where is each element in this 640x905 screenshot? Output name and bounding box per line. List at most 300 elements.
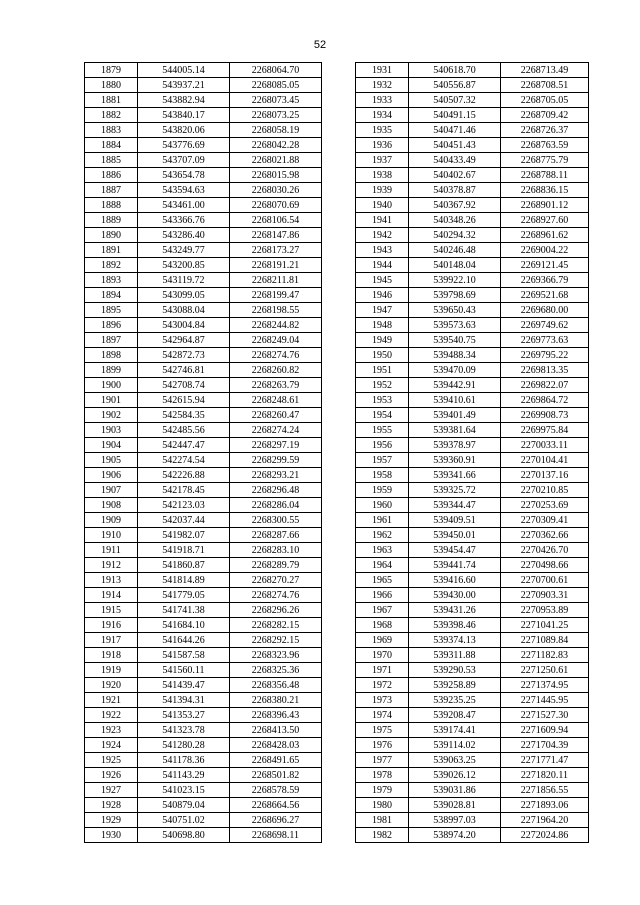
x-coordinate-cell: 541178.36: [138, 753, 230, 768]
point-id-cell: 1973: [356, 693, 409, 708]
table-row: [85, 468, 322, 483]
y-coordinate-cell: 2270210.85: [501, 483, 589, 498]
table-row: [85, 483, 322, 498]
point-id-cell: 1968: [356, 618, 409, 633]
table-row: [356, 573, 589, 588]
y-coordinate-cell: 2269795.22: [501, 348, 589, 363]
x-coordinate-cell: 543286.40: [138, 228, 230, 243]
table-row: [356, 663, 589, 678]
y-coordinate-cell: 2269822.07: [501, 378, 589, 393]
point-id-cell: 1880: [85, 78, 138, 93]
table-row: [85, 198, 322, 213]
y-coordinate-cell: 2271250.61: [501, 663, 589, 678]
x-coordinate-cell: 539454.47: [409, 543, 501, 558]
x-coordinate-cell: 540148.04: [409, 258, 501, 273]
x-coordinate-cell: 543776.69: [138, 138, 230, 153]
point-id-cell: 1947: [356, 303, 409, 318]
table-row: [85, 78, 322, 93]
x-coordinate-cell: 538974.20: [409, 828, 501, 843]
point-id-cell: 1963: [356, 543, 409, 558]
table-row: [85, 783, 322, 798]
table-row: [85, 798, 322, 813]
table-row: [85, 213, 322, 228]
x-coordinate-cell: 539258.89: [409, 678, 501, 693]
x-coordinate-cell: 541143.29: [138, 768, 230, 783]
point-id-cell: 1928: [85, 798, 138, 813]
y-coordinate-cell: 2268292.15: [230, 633, 322, 648]
point-id-cell: 1884: [85, 138, 138, 153]
y-coordinate-cell: 2268274.24: [230, 423, 322, 438]
page-number: 52: [313, 39, 327, 51]
y-coordinate-cell: 2268713.49: [501, 63, 589, 78]
y-coordinate-cell: 2270362.66: [501, 528, 589, 543]
y-coordinate-cell: 2268297.19: [230, 438, 322, 453]
y-coordinate-cell: 2270033.11: [501, 438, 589, 453]
y-coordinate-cell: 2269975.84: [501, 423, 589, 438]
x-coordinate-cell: 540879.04: [138, 798, 230, 813]
table-row: [356, 483, 589, 498]
x-coordinate-cell: 541394.31: [138, 693, 230, 708]
point-id-cell: 1966: [356, 588, 409, 603]
y-coordinate-cell: 2271089.84: [501, 633, 589, 648]
y-coordinate-cell: 2268287.66: [230, 528, 322, 543]
x-coordinate-cell: 540751.02: [138, 813, 230, 828]
x-coordinate-cell: 539208.47: [409, 708, 501, 723]
table-row: [356, 348, 589, 363]
point-id-cell: 1980: [356, 798, 409, 813]
x-coordinate-cell: 539031.86: [409, 783, 501, 798]
table-row: [356, 528, 589, 543]
y-coordinate-cell: 2268705.05: [501, 93, 589, 108]
table-row: [85, 303, 322, 318]
x-coordinate-cell: 539442.91: [409, 378, 501, 393]
table-row: [85, 108, 322, 123]
x-coordinate-cell: 543004.84: [138, 318, 230, 333]
table-row: [356, 123, 589, 138]
x-coordinate-cell: 539573.63: [409, 318, 501, 333]
table-row: [356, 513, 589, 528]
y-coordinate-cell: 2269121.45: [501, 258, 589, 273]
table-row: [85, 618, 322, 633]
point-id-cell: 1969: [356, 633, 409, 648]
x-coordinate-cell: 542964.87: [138, 333, 230, 348]
x-coordinate-cell: 540507.32: [409, 93, 501, 108]
x-coordinate-cell: 542123.03: [138, 498, 230, 513]
point-id-cell: 1943: [356, 243, 409, 258]
y-coordinate-cell: 2268709.42: [501, 108, 589, 123]
table-row: [356, 813, 589, 828]
point-id-cell: 1982: [356, 828, 409, 843]
x-coordinate-cell: 541779.05: [138, 588, 230, 603]
y-coordinate-cell: 2268248.61: [230, 393, 322, 408]
x-coordinate-cell: 541918.71: [138, 543, 230, 558]
table-row: [85, 738, 322, 753]
x-coordinate-cell: 540402.67: [409, 168, 501, 183]
point-id-cell: 1946: [356, 288, 409, 303]
table-row: [356, 78, 589, 93]
y-coordinate-cell: 2268325.36: [230, 663, 322, 678]
y-coordinate-cell: 2271041.25: [501, 618, 589, 633]
y-coordinate-cell: 2268698.11: [230, 828, 322, 843]
table-row: [85, 438, 322, 453]
point-id-cell: 1976: [356, 738, 409, 753]
table-row: [85, 693, 322, 708]
table-row: [356, 183, 589, 198]
table-row: [356, 258, 589, 273]
x-coordinate-cell: 544005.14: [138, 63, 230, 78]
table-row: [356, 423, 589, 438]
table-row: [356, 648, 589, 663]
point-id-cell: 1917: [85, 633, 138, 648]
table-row: [356, 753, 589, 768]
y-coordinate-cell: 2268299.59: [230, 453, 322, 468]
table-row: [356, 393, 589, 408]
x-coordinate-cell: 539441.74: [409, 558, 501, 573]
point-id-cell: 1910: [85, 528, 138, 543]
table-row: [85, 603, 322, 618]
y-coordinate-cell: 2268073.25: [230, 108, 322, 123]
point-id-cell: 1918: [85, 648, 138, 663]
y-coordinate-cell: 2270104.41: [501, 453, 589, 468]
point-id-cell: 1915: [85, 603, 138, 618]
x-coordinate-cell: 542584.35: [138, 408, 230, 423]
y-coordinate-cell: 2268270.27: [230, 573, 322, 588]
x-coordinate-cell: 540367.92: [409, 198, 501, 213]
y-coordinate-cell: 2269773.63: [501, 333, 589, 348]
table-row: [356, 138, 589, 153]
table-row: [356, 783, 589, 798]
point-id-cell: 1974: [356, 708, 409, 723]
x-coordinate-cell: 539431.26: [409, 603, 501, 618]
table-row: [356, 603, 589, 618]
point-id-cell: 1956: [356, 438, 409, 453]
point-id-cell: 1927: [85, 783, 138, 798]
point-id-cell: 1892: [85, 258, 138, 273]
y-coordinate-cell: 2268396.43: [230, 708, 322, 723]
table-row: [356, 723, 589, 738]
table-row: [85, 243, 322, 258]
point-id-cell: 1881: [85, 93, 138, 108]
point-id-cell: 1972: [356, 678, 409, 693]
x-coordinate-cell: 542872.73: [138, 348, 230, 363]
point-id-cell: 1904: [85, 438, 138, 453]
x-coordinate-cell: 540618.70: [409, 63, 501, 78]
table-row: [85, 393, 322, 408]
y-coordinate-cell: 2268244.82: [230, 318, 322, 333]
x-coordinate-cell: 542708.74: [138, 378, 230, 393]
y-coordinate-cell: 2270309.41: [501, 513, 589, 528]
table-row: [356, 168, 589, 183]
point-id-cell: 1914: [85, 588, 138, 603]
y-coordinate-cell: 2269813.35: [501, 363, 589, 378]
x-coordinate-cell: 540471.46: [409, 123, 501, 138]
y-coordinate-cell: 2268260.47: [230, 408, 322, 423]
coordinate-table-left: [84, 62, 322, 843]
point-id-cell: 1926: [85, 768, 138, 783]
y-coordinate-cell: 2268413.50: [230, 723, 322, 738]
point-id-cell: 1955: [356, 423, 409, 438]
table-row: [356, 93, 589, 108]
x-coordinate-cell: 539374.13: [409, 633, 501, 648]
x-coordinate-cell: 539430.00: [409, 588, 501, 603]
table-row: [356, 738, 589, 753]
point-id-cell: 1941: [356, 213, 409, 228]
point-id-cell: 1925: [85, 753, 138, 768]
table-row: [356, 333, 589, 348]
point-id-cell: 1919: [85, 663, 138, 678]
y-coordinate-cell: 2269680.00: [501, 303, 589, 318]
y-coordinate-cell: 2269749.62: [501, 318, 589, 333]
y-coordinate-cell: 2270253.69: [501, 498, 589, 513]
x-coordinate-cell: 539325.72: [409, 483, 501, 498]
y-coordinate-cell: 2272024.86: [501, 828, 589, 843]
y-coordinate-cell: 2270953.89: [501, 603, 589, 618]
y-coordinate-cell: 2268286.04: [230, 498, 322, 513]
point-id-cell: 1893: [85, 273, 138, 288]
x-coordinate-cell: 543200.85: [138, 258, 230, 273]
point-id-cell: 1890: [85, 228, 138, 243]
point-id-cell: 1978: [356, 768, 409, 783]
x-coordinate-cell: 542178.45: [138, 483, 230, 498]
point-id-cell: 1942: [356, 228, 409, 243]
point-id-cell: 1958: [356, 468, 409, 483]
point-id-cell: 1981: [356, 813, 409, 828]
x-coordinate-cell: 539409.51: [409, 513, 501, 528]
table-row: [356, 63, 589, 78]
point-id-cell: 1901: [85, 393, 138, 408]
table-row: [356, 693, 589, 708]
y-coordinate-cell: 2268901.12: [501, 198, 589, 213]
table-row: [356, 228, 589, 243]
point-id-cell: 1898: [85, 348, 138, 363]
table-row: [356, 213, 589, 228]
point-id-cell: 1924: [85, 738, 138, 753]
table-row: [85, 543, 322, 558]
point-id-cell: 1906: [85, 468, 138, 483]
y-coordinate-cell: 2268173.27: [230, 243, 322, 258]
y-coordinate-cell: 2268274.76: [230, 348, 322, 363]
x-coordinate-cell: 539398.46: [409, 618, 501, 633]
x-coordinate-cell: 539063.25: [409, 753, 501, 768]
x-coordinate-cell: 539650.43: [409, 303, 501, 318]
x-coordinate-cell: 542226.88: [138, 468, 230, 483]
point-id-cell: 1896: [85, 318, 138, 333]
y-coordinate-cell: 2268274.76: [230, 588, 322, 603]
y-coordinate-cell: 2268788.11: [501, 168, 589, 183]
point-id-cell: 1931: [356, 63, 409, 78]
point-id-cell: 1962: [356, 528, 409, 543]
point-id-cell: 1957: [356, 453, 409, 468]
x-coordinate-cell: 540433.49: [409, 153, 501, 168]
x-coordinate-cell: 539381.64: [409, 423, 501, 438]
table-row: [85, 588, 322, 603]
x-coordinate-cell: 543366.76: [138, 213, 230, 228]
y-coordinate-cell: 2268323.96: [230, 648, 322, 663]
y-coordinate-cell: 2268501.82: [230, 768, 322, 783]
x-coordinate-cell: 540491.15: [409, 108, 501, 123]
table-row: [356, 243, 589, 258]
table-row: [85, 828, 322, 843]
y-coordinate-cell: 2270700.61: [501, 573, 589, 588]
table-row: [356, 303, 589, 318]
y-coordinate-cell: 2268293.21: [230, 468, 322, 483]
point-id-cell: 1950: [356, 348, 409, 363]
table-row: [356, 153, 589, 168]
y-coordinate-cell: 2268015.98: [230, 168, 322, 183]
x-coordinate-cell: 542037.44: [138, 513, 230, 528]
table-row: [356, 798, 589, 813]
y-coordinate-cell: 2269004.22: [501, 243, 589, 258]
y-coordinate-cell: 2268211.81: [230, 273, 322, 288]
point-id-cell: 1932: [356, 78, 409, 93]
x-coordinate-cell: 543937.21: [138, 78, 230, 93]
y-coordinate-cell: 2268356.48: [230, 678, 322, 693]
x-coordinate-cell: 540348.26: [409, 213, 501, 228]
point-id-cell: 1905: [85, 453, 138, 468]
y-coordinate-cell: 2270426.70: [501, 543, 589, 558]
y-coordinate-cell: 2268199.47: [230, 288, 322, 303]
table-row: [85, 93, 322, 108]
y-coordinate-cell: 2271182.83: [501, 648, 589, 663]
table-row: [85, 183, 322, 198]
point-id-cell: 1899: [85, 363, 138, 378]
x-coordinate-cell: 539114.02: [409, 738, 501, 753]
table-row: [85, 318, 322, 333]
table-row: [85, 813, 322, 828]
x-coordinate-cell: 543820.06: [138, 123, 230, 138]
table-row: [356, 588, 589, 603]
y-coordinate-cell: 2271527.30: [501, 708, 589, 723]
y-coordinate-cell: 2270903.31: [501, 588, 589, 603]
point-id-cell: 1895: [85, 303, 138, 318]
y-coordinate-cell: 2268260.82: [230, 363, 322, 378]
x-coordinate-cell: 541023.15: [138, 783, 230, 798]
y-coordinate-cell: 2271374.95: [501, 678, 589, 693]
point-id-cell: 1921: [85, 693, 138, 708]
y-coordinate-cell: 2271893.06: [501, 798, 589, 813]
x-coordinate-cell: 539360.91: [409, 453, 501, 468]
table-row: [85, 363, 322, 378]
x-coordinate-cell: 543088.04: [138, 303, 230, 318]
y-coordinate-cell: 2268070.69: [230, 198, 322, 213]
point-id-cell: 1894: [85, 288, 138, 303]
table-row: [85, 753, 322, 768]
table-row: [85, 258, 322, 273]
x-coordinate-cell: 538997.03: [409, 813, 501, 828]
x-coordinate-cell: 539488.34: [409, 348, 501, 363]
point-id-cell: 1970: [356, 648, 409, 663]
x-coordinate-cell: 543461.00: [138, 198, 230, 213]
x-coordinate-cell: 539798.69: [409, 288, 501, 303]
y-coordinate-cell: 2269366.79: [501, 273, 589, 288]
x-coordinate-cell: 539290.53: [409, 663, 501, 678]
point-id-cell: 1944: [356, 258, 409, 273]
table-row: [356, 288, 589, 303]
x-coordinate-cell: 539450.01: [409, 528, 501, 543]
point-id-cell: 1959: [356, 483, 409, 498]
table-row: [85, 378, 322, 393]
table-row: [85, 63, 322, 78]
table-row: [85, 153, 322, 168]
table-row: [356, 318, 589, 333]
table-row: [356, 768, 589, 783]
y-coordinate-cell: 2268763.59: [501, 138, 589, 153]
table-row: [85, 663, 322, 678]
x-coordinate-cell: 539174.41: [409, 723, 501, 738]
point-id-cell: 1897: [85, 333, 138, 348]
point-id-cell: 1903: [85, 423, 138, 438]
point-id-cell: 1934: [356, 108, 409, 123]
y-coordinate-cell: 2270137.16: [501, 468, 589, 483]
table-row: [85, 678, 322, 693]
table-row: [356, 108, 589, 123]
point-id-cell: 1920: [85, 678, 138, 693]
y-coordinate-cell: 2268283.10: [230, 543, 322, 558]
point-id-cell: 1940: [356, 198, 409, 213]
table-row: [356, 618, 589, 633]
x-coordinate-cell: 542447.47: [138, 438, 230, 453]
point-id-cell: 1977: [356, 753, 409, 768]
table-row: [85, 573, 322, 588]
table-row: [85, 123, 322, 138]
point-id-cell: 1900: [85, 378, 138, 393]
x-coordinate-cell: 542274.54: [138, 453, 230, 468]
table-row: [356, 438, 589, 453]
x-coordinate-cell: 540451.43: [409, 138, 501, 153]
y-coordinate-cell: 2268578.59: [230, 783, 322, 798]
table-row: [356, 708, 589, 723]
x-coordinate-cell: 540246.48: [409, 243, 501, 258]
table-row: [356, 408, 589, 423]
point-id-cell: 1887: [85, 183, 138, 198]
point-id-cell: 1912: [85, 558, 138, 573]
x-coordinate-cell: 541982.07: [138, 528, 230, 543]
y-coordinate-cell: 2271771.47: [501, 753, 589, 768]
point-id-cell: 1939: [356, 183, 409, 198]
point-id-cell: 1961: [356, 513, 409, 528]
point-id-cell: 1979: [356, 783, 409, 798]
point-id-cell: 1938: [356, 168, 409, 183]
point-id-cell: 1879: [85, 63, 138, 78]
x-coordinate-cell: 541684.10: [138, 618, 230, 633]
point-id-cell: 1945: [356, 273, 409, 288]
table-row: [356, 678, 589, 693]
point-id-cell: 1965: [356, 573, 409, 588]
y-coordinate-cell: 2268064.70: [230, 63, 322, 78]
point-id-cell: 1952: [356, 378, 409, 393]
y-coordinate-cell: 2268073.45: [230, 93, 322, 108]
table-row: [85, 333, 322, 348]
y-coordinate-cell: 2268696.27: [230, 813, 322, 828]
point-id-cell: 1971: [356, 663, 409, 678]
y-coordinate-cell: 2268428.03: [230, 738, 322, 753]
table-row: [85, 723, 322, 738]
table-row: [85, 558, 322, 573]
table-row: [356, 828, 589, 843]
x-coordinate-cell: 539416.60: [409, 573, 501, 588]
y-coordinate-cell: 2268775.79: [501, 153, 589, 168]
y-coordinate-cell: 2268085.05: [230, 78, 322, 93]
y-coordinate-cell: 2269908.73: [501, 408, 589, 423]
x-coordinate-cell: 542615.94: [138, 393, 230, 408]
table-row: [356, 198, 589, 213]
x-coordinate-cell: 541560.11: [138, 663, 230, 678]
y-coordinate-cell: 2268263.79: [230, 378, 322, 393]
y-coordinate-cell: 2268380.21: [230, 693, 322, 708]
point-id-cell: 1949: [356, 333, 409, 348]
x-coordinate-cell: 542485.56: [138, 423, 230, 438]
point-id-cell: 1951: [356, 363, 409, 378]
